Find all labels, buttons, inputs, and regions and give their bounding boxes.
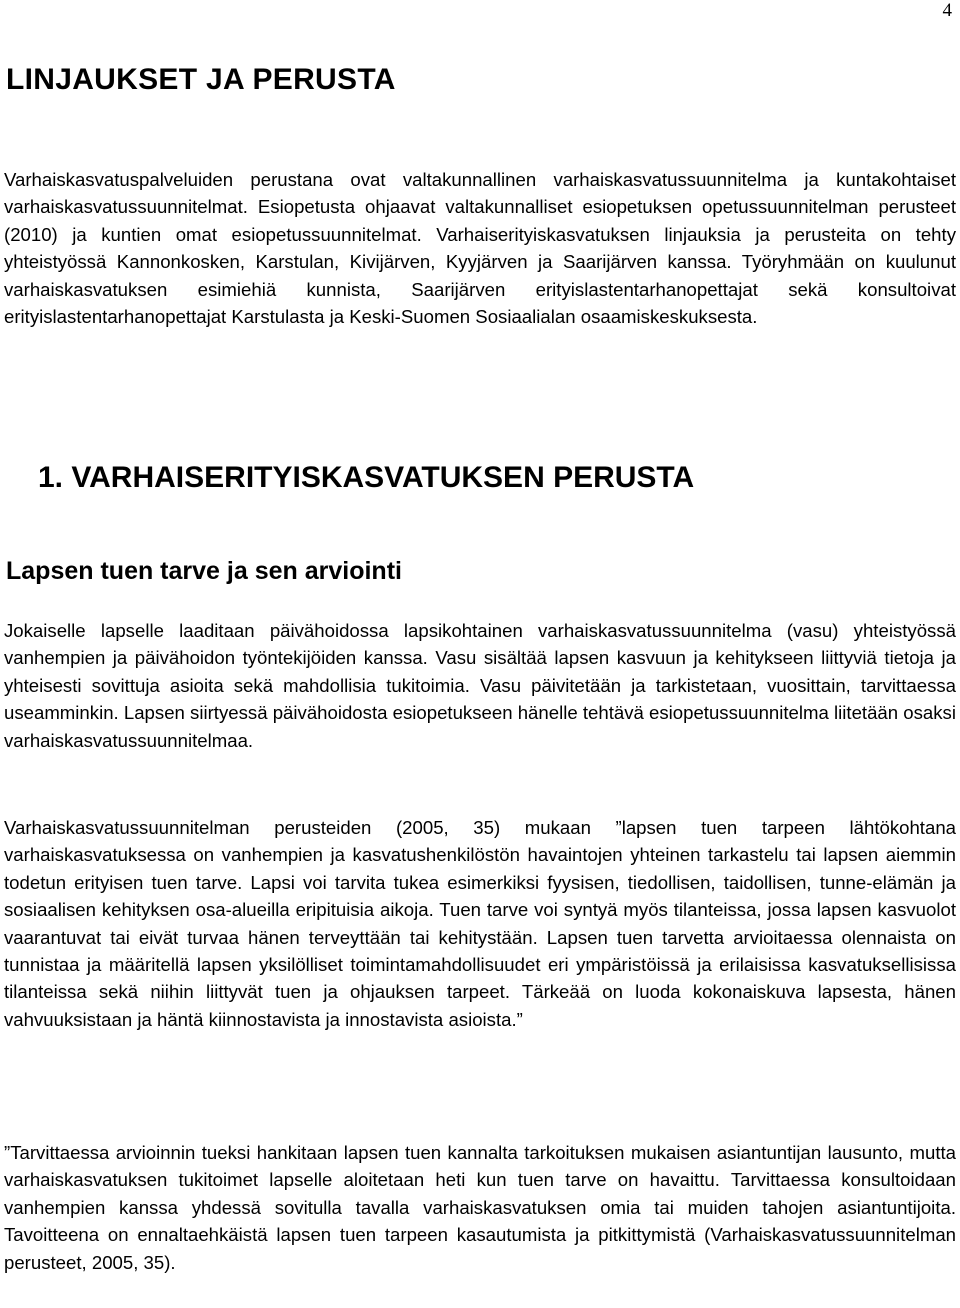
body-paragraph-quote: Varhaiskasvatussuunnitelman perusteiden (2005, 35) mukaan ”lapsen tuen tarpeen lähtökohtana varhaiskasvatuksessa on vanhempien ja kasvatushenkilöstön havaintojen yhteinen tarkastelu tai lapsen aiemmin todetun erityisen tuen tarve. Lapsi voi tarvita tukea esimerkiksi fyysisen, tiedollisen, taidollisen, tunne-elämän ja sosiaalisen kehityksen osa-alueilla eripituisia aikoja. Tuen tarve voi syntyä myös tilanteissa, jossa lapsen kasvuolot vaarantuvat tai eivät turvaa hänen terveyttään tai kehitystään. Lapsen tuen tarvetta arvioitaessa olennaista on tunnistaa ja määritellä lapsen yksilölliset toimintamahdollisuudet eri ympäristöissä ja erilaisissa kasvatuksellisissa tilanteissa sekä niihin liittyvät tuen ja ohjauksen tarpeet. Tärkeää on luoda kokonaiskuva lapsesta, hänen vahvuuksistaan ja häntä kiinnostavista ja innostavista asioista.” — [4, 817, 956, 1030]
document-title: LINJAUKSET JA PERUSTA — [6, 63, 396, 96]
body-paragraph-assessment: ”Tarvittaessa arvioinnin tueksi hankitaan lapsen tuen kannalta tarkoituksen mukaisen asiantuntijan lausunto, mutta varhaiskasvatuksen tukitoimet lapselle aloitetaan heti kun tuen tarve on havaittu. Tarvittaessa konsultoidaan vanhempien kanssa yhdessä sovitulla tavalla varhaiskasvatuksen omia tai muiden tahojen asiantuntijoita. Tavoitteena on ennaltaehkäistä lapsen tuen tarpeen kasautumista ja pitkittymistä (Varhaiskasvatussuunnitelman perusteet, 2005, 35). — [4, 1142, 956, 1273]
body-paragraph-vasu: Jokaiselle lapselle laaditaan päivähoidossa lapsikohtainen varhaiskasvatussuunnitelma (vasu) yhteistyössä vanhempien ja päivähoidon työntekijöiden kanssa. Vasu sisältää lapsen kasvuun ja kehitykseen liittyviä tietoja ja yhteisesti sovittuja asioita sekä mahdollisia tukitoimia. Vasu päivitetään ja tarkistetaan, vuosittain, tarvittaessa useamminkin. Lapsen siirtyessä päivähoidosta esiopetukseen hänelle tehtävä esiopetussuunnitelma liitetään osaksi varhaiskasvatussuunnitelmaa. — [4, 620, 956, 751]
subsection-heading: Lapsen tuen tarve ja sen arviointi — [6, 557, 402, 585]
section-heading: 1. VARHAISERITYISKASVATUKSEN PERUSTA — [38, 461, 695, 494]
intro-paragraph: Varhaiskasvatuspalveluiden perustana ovat valtakunnallinen varhaiskasvatussuunnitelma ja kuntakohtaiset varhaiskasvatussuunnitelmat. Esiopetusta ohjaavat valtakunnalliset esiopetuksen opetussuunnitelman perusteet (2010) ja kuntien omat esiopetussuunnitelmat. Varhaiserityiskasvatuksen linjauksia ja perusteita on tehty yhteistyössä Kannonkosken, Karstulan, Kivijärven, Kyyjärven ja Saarijärven kanssa. Työryhmään on kuulunut varhaiskasvatuksen esimiehiä kunnista, Saarijärven erityislastentarhanopettajat sekä konsultoivat erityislastentarhanopettajat Karstulasta ja Keski-Suomen Sosiaalialan osaamiskeskuksesta. — [4, 169, 956, 328]
page-number: 4 — [942, 0, 952, 21]
